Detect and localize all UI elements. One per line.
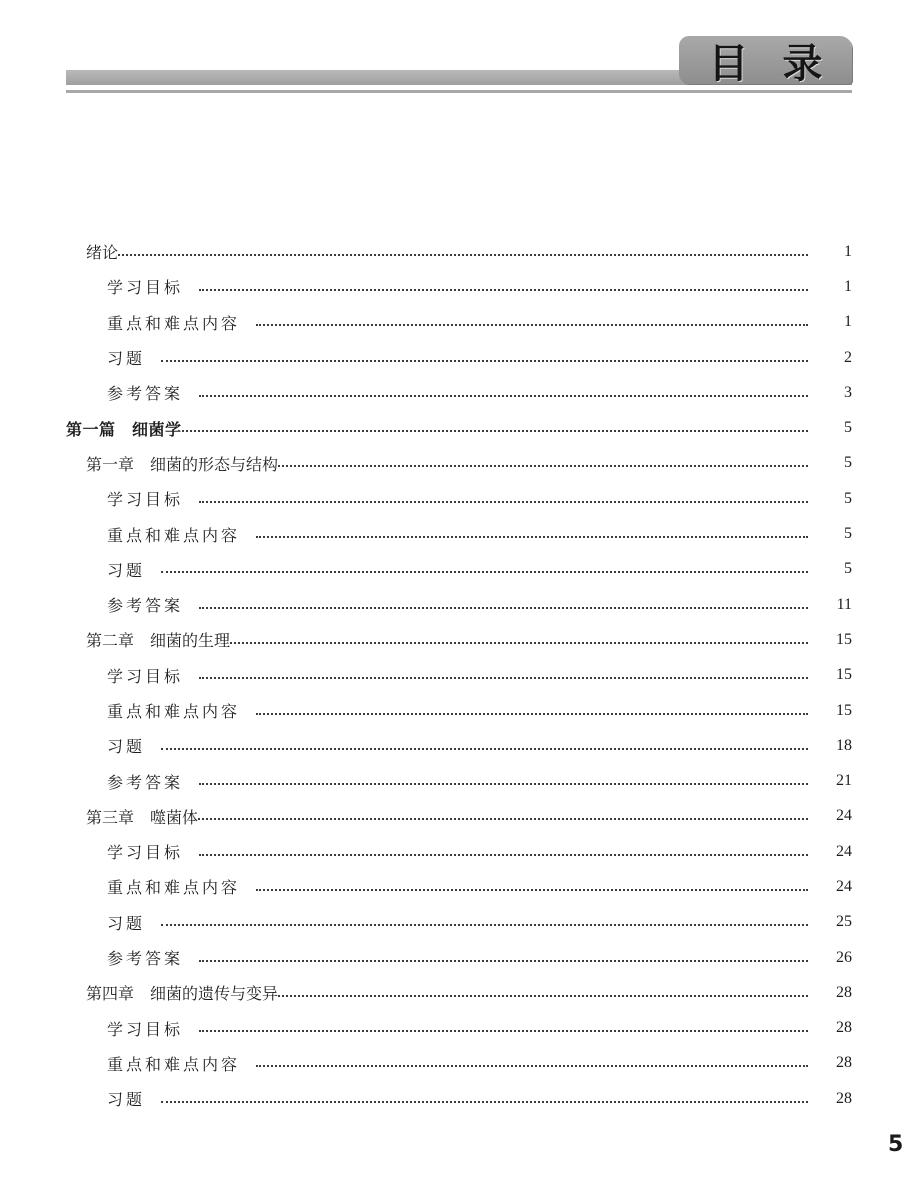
toc-entry-section[interactable] — [0, 1081, 915, 1116]
toc-entry-label: 第四章 细菌的遗传与变异 — [86, 984, 279, 1004]
toc-entry-page: 28 — [836, 983, 852, 1001]
toc-entry-section[interactable] — [0, 869, 915, 904]
toc-entry-section[interactable] — [0, 658, 915, 693]
toc-entry-label: 重点和难点内容 — [107, 1054, 241, 1074]
toc-entry-section[interactable] — [0, 375, 915, 410]
toc-entry-section[interactable] — [0, 763, 915, 798]
dot-leader — [199, 607, 808, 609]
toc-entry-label: 学习目标 — [107, 1019, 184, 1039]
toc-entry-label: 参考答案 — [107, 384, 184, 404]
dot-leader — [198, 818, 808, 820]
toc-entry-page: 24 — [836, 842, 852, 860]
dot-leader — [256, 1065, 808, 1067]
page-number: 5 — [888, 1132, 904, 1157]
toc-entry-page: 5 — [844, 525, 852, 543]
dot-leader — [161, 360, 808, 362]
toc-entry-section[interactable] — [0, 834, 915, 869]
dot-leader — [161, 571, 808, 573]
dot-leader — [161, 1101, 808, 1103]
toc-entry-label: 重点和难点内容 — [107, 878, 241, 898]
toc-entry-label: 习题 — [107, 913, 146, 933]
toc-entry-label: 学习目标 — [107, 490, 184, 510]
toc-entry-label: 习题 — [107, 560, 146, 580]
toc-entry-section[interactable] — [0, 728, 915, 763]
dot-leader — [182, 430, 808, 432]
toc-entry-page: 21 — [836, 772, 852, 790]
dot-leader — [256, 324, 808, 326]
dot-leader — [199, 854, 808, 856]
toc-entry-page: 28 — [836, 1089, 852, 1107]
dot-leader — [256, 536, 808, 538]
toc-entry-label: 学习目标 — [107, 666, 184, 686]
toc-entry-page: 3 — [844, 383, 852, 401]
toc-entry-section[interactable] — [0, 940, 915, 975]
toc-entry-page: 28 — [836, 1019, 852, 1037]
title-tab — [679, 36, 857, 87]
toc-entry-page: 25 — [836, 913, 852, 931]
toc-entry-page: 26 — [836, 948, 852, 966]
toc-entry-label: 学习目标 — [107, 278, 184, 298]
toc-entry-page: 1 — [844, 242, 852, 260]
toc-entry-intro[interactable] — [0, 234, 915, 269]
toc-entry-section[interactable] — [0, 340, 915, 375]
toc-entry-page: 28 — [836, 1054, 852, 1072]
toc-entry-page: 2 — [844, 348, 852, 366]
toc-entry-section[interactable] — [0, 516, 915, 551]
toc-entry-chapter[interactable] — [0, 799, 915, 834]
toc-entry-label: 重点和难点内容 — [107, 313, 241, 333]
toc-entry-label: 重点和难点内容 — [107, 525, 241, 545]
toc-entry-section[interactable] — [0, 587, 915, 622]
toc-entry-part[interactable] — [0, 410, 915, 445]
dot-leader — [256, 889, 808, 891]
toc-entry-label: 绪论 — [86, 243, 119, 263]
page-title: 目录 — [708, 40, 857, 87]
dot-leader — [199, 289, 808, 291]
toc-entry-page: 5 — [844, 419, 852, 437]
toc-entry-chapter[interactable] — [0, 622, 915, 657]
header-rule — [66, 90, 852, 93]
dot-leader — [199, 960, 808, 962]
toc-entry-label: 学习目标 — [107, 843, 184, 863]
table-of-contents — [0, 234, 915, 1116]
dot-leader — [256, 713, 808, 715]
toc-entry-page: 15 — [836, 630, 852, 648]
toc-entry-page: 5 — [844, 489, 852, 507]
dot-leader — [199, 783, 808, 785]
toc-entry-section[interactable] — [0, 1046, 915, 1081]
dot-leader — [199, 501, 808, 503]
toc-entry-section[interactable] — [0, 481, 915, 516]
dot-leader — [161, 924, 808, 926]
toc-entry-page: 1 — [844, 313, 852, 331]
toc-entry-label: 第一章 细菌的形态与结构 — [86, 454, 279, 474]
toc-entry-page: 5 — [844, 454, 852, 472]
toc-entry-page: 11 — [836, 595, 852, 613]
dot-leader — [199, 395, 808, 397]
toc-entry-label: 参考答案 — [107, 949, 184, 969]
toc-entry-page: 24 — [836, 807, 852, 825]
toc-entry-page: 24 — [836, 877, 852, 895]
toc-entry-label: 参考答案 — [107, 772, 184, 792]
toc-entry-label: 习题 — [107, 1090, 146, 1110]
dot-leader — [278, 995, 808, 997]
dot-leader — [230, 642, 808, 644]
toc-entry-label: 第三章 噬菌体 — [86, 807, 199, 827]
toc-entry-label: 习题 — [107, 737, 146, 757]
toc-entry-label: 参考答案 — [107, 596, 184, 616]
dot-leader — [161, 748, 808, 750]
toc-entry-page: 1 — [844, 277, 852, 295]
dot-leader — [199, 1030, 808, 1032]
toc-entry-label: 重点和难点内容 — [107, 702, 241, 721]
toc-entry-label: 第二章 细菌的生理 — [86, 631, 231, 651]
toc-entry-section[interactable] — [0, 305, 915, 340]
dot-leader — [199, 677, 808, 679]
dot-leader — [118, 254, 808, 256]
toc-entry-label: 习题 — [107, 349, 146, 369]
toc-entry-section[interactable] — [0, 1011, 915, 1046]
toc-entry-section[interactable] — [0, 552, 915, 587]
toc-entry-label: 第一篇 细菌学 — [66, 419, 182, 439]
toc-entry-page: 18 — [836, 736, 852, 754]
toc-entry-page: 15 — [836, 701, 852, 719]
toc-entry-section[interactable] — [0, 269, 915, 304]
toc-entry-chapter[interactable] — [0, 975, 915, 1010]
toc-entry-section[interactable] — [0, 693, 915, 728]
dot-leader — [278, 465, 808, 467]
toc-entry-page: 5 — [844, 560, 852, 578]
toc-entry-page: 15 — [836, 666, 852, 684]
toc-entry-section[interactable] — [0, 905, 915, 940]
toc-entry-chapter[interactable] — [0, 446, 915, 481]
